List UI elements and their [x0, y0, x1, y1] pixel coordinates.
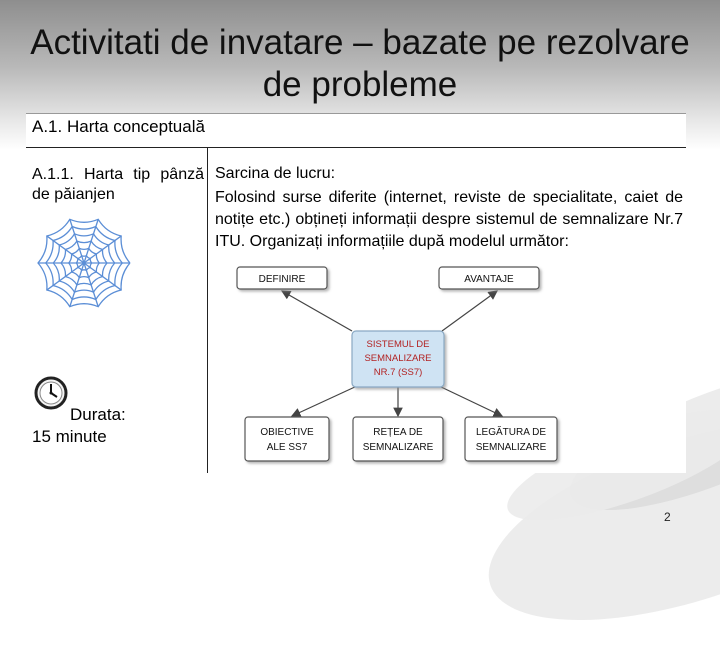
section-title: A.1. Harta conceptuală	[32, 117, 205, 136]
node-obiective	[245, 417, 329, 461]
arrow-to-obiective	[292, 386, 357, 416]
node-obiective-line-2: ALE SS7	[266, 442, 308, 453]
node-avantaje-label: AVANTAJE	[464, 274, 514, 285]
node-retea	[353, 417, 443, 461]
spider-web-icon	[34, 213, 134, 313]
slide-title: Activitati de invatare – bazate pe rezolvare de probleme	[30, 23, 690, 104]
subsection-title	[32, 165, 204, 205]
horizontal-divider	[26, 147, 686, 148]
node-retea-line-1: REȚEA DE	[373, 427, 423, 438]
top-divider	[26, 113, 686, 114]
node-avantaje	[439, 267, 539, 289]
subsection-line-1: A.1.1. Harta tip pânză	[32, 166, 204, 183]
content-panel	[26, 113, 686, 473]
node-obiective-line-1: OBIECTIVE	[260, 427, 314, 438]
arrow-to-legatura	[439, 386, 502, 416]
duration-label: Durata:	[70, 405, 126, 424]
node-legatura-line-2: SEMNALIZARE	[475, 442, 547, 453]
concept-map-diagram	[207, 251, 686, 473]
center-node-line-2: SEMNALIZARE	[364, 353, 432, 364]
node-retea-line-2: SEMNALIZARE	[362, 442, 434, 453]
center-node-line-3: NR.7 (SS7)	[373, 367, 423, 378]
node-definire-label: DEFINIRE	[258, 274, 306, 285]
node-definire	[237, 267, 327, 289]
node-legatura	[465, 417, 557, 461]
task-text: Folosind surse diferite (internet, reviste de specialitate, caiet de notițe etc.) obțineți informații despre sistemul de semnalizare Nr.7 ITU. Organizați informațiile după modelul următor:	[215, 189, 683, 250]
node-legatura-line-1: LEGĂTURA DE	[475, 427, 547, 438]
duration-value: 15 minute	[32, 427, 107, 446]
center-node-line-1: SISTEMUL DE	[366, 339, 430, 350]
subsection-line-2: de păianjen	[32, 186, 115, 203]
clock-icon	[34, 371, 70, 415]
arrow-to-avantaje	[442, 291, 497, 331]
page-number: 2	[664, 510, 671, 524]
center-node	[352, 331, 444, 387]
task-label: Sarcina de lucru:	[215, 165, 336, 182]
arrow-to-definire	[282, 291, 352, 331]
